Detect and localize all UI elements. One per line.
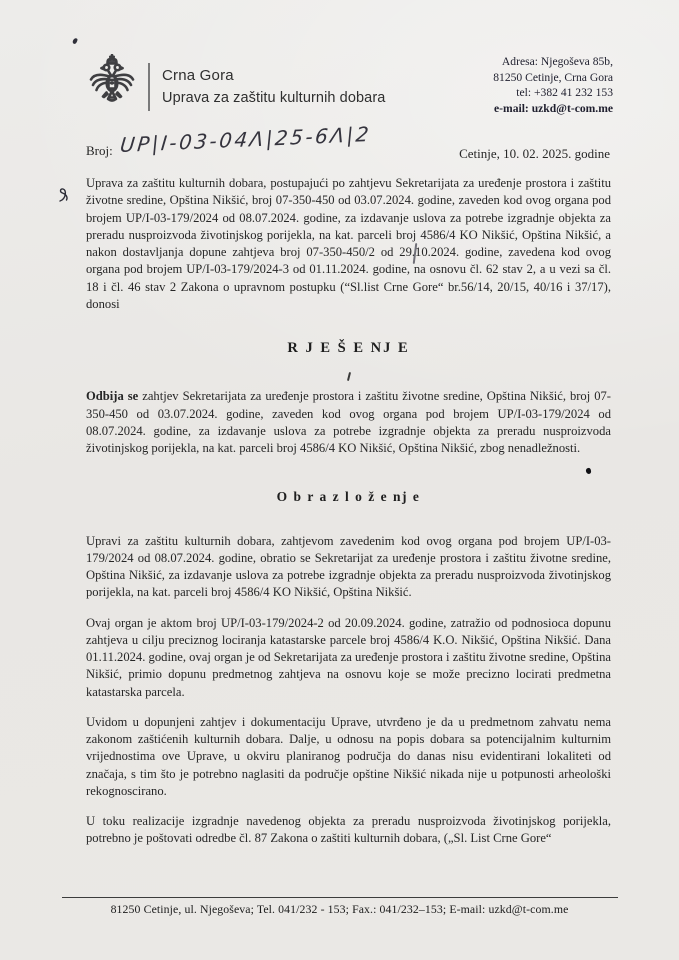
decision-paragraph	[86, 388, 611, 457]
footer-rule	[62, 897, 618, 898]
reference-label: Broj:	[86, 143, 113, 158]
intro-paragraph: Uprava za zaštitu kulturnih dobara, postupajući po zahtjevu Sekretarijata za uređenje prostora i zaštitu životne sredine, Opština Nikšić, broj 07-350-450 od 03.07.2024. godine, zaveden kod ovog organa pod brojem UP/I-03-179/2024 od 08.07.2024. godine, za izdavanje uslova za potrebe izgradnje objekta za preradu nusproizvoda životinjskog porijekla, na kat. parceli broj 4586/4 KO Nikšić, Opština Nikšić, a nakon dostavljanja dopune zahtjeva broj 07-350-450/2 od 29.10.2024. godine, zavedena kod ovog organa pod brojem UP/I-03-179/2024-3 od 01.11.2024. godine, na osnovu čl. 62 stav 2, a u vezi sa čl. 18 i čl. 46 stav 2 Zakona o upravnom postupku (“Sl.list Crne Gore“ br.56/14, 20/15, 40/16 i 37/17), donosi	[86, 176, 611, 311]
brand-block	[86, 54, 385, 119]
reference-number-row	[86, 121, 372, 160]
reasoning-paragraph: Uvidom u dopunjeni zahtjev i dokumentaciju Uprave, utvrđeno je da u predmetnom zahvatu nema zakonom zaštićenih kulturnih dobara. Dalje, u odnosu na popis dobara sa potencijalnim kulturnim vrijednostima ove Uprave, u okviru planiranog područja do danas nisu evidentirani lokaliteti od značaja, s tim što je potrebno naglasiti da područje opštine Nikšić nikada nije u potpunosti arheološki rekognoscirano.	[86, 714, 611, 798]
place-and-date: Cetinje, 10. 02. 2025. godine	[459, 146, 610, 161]
address-line: tel: +382 41 232 153	[516, 86, 613, 99]
brand-divider	[148, 63, 150, 111]
reasoning-paragraph: Ovaj organ je aktom broj UP/I-03-179/2024-2 od 20.09.2024. godine, zatražio od podnosioca dopunu zahtjeva u cilju preciznog lociranja katastarske parcele broj 4586/4 K.O. Nikšić, Opština Nikšić. Dana 01.11.2024. godine, ovaj organ je od Sekretarijata za uređenje prostora i zaštitu životne sredine, Opština Nikšić, primio dopunu predmetnog zahtjeva na osnovu koje se može precizno locirati predmetna katastarska parcela.	[86, 615, 611, 699]
stray-comma-mark	[346, 372, 350, 381]
montenegro-coat-of-arms-icon	[86, 54, 138, 119]
org-country: Crna Gora	[162, 67, 234, 84]
document-title: R J E Š E NJ E	[287, 340, 410, 356]
document-body	[86, 175, 611, 861]
stray-tick-row	[86, 369, 611, 381]
brand-text	[162, 67, 385, 106]
address-line: Adresa: Njegoševa 85b,	[501, 55, 613, 68]
ink-speck	[72, 37, 78, 44]
reasoning-paragraph: U toku realizacije izgradnje navedenog objekta za preradu nusproizvoda životinjskog porijekla, potrebno je poštovati odredbe čl. 87 Zakona o zaštiti kulturnih dobara, („Sl. List Crne Gore“	[86, 814, 611, 846]
address-block	[493, 54, 613, 116]
address-line: 81250 Cetinje, Crna Gora	[493, 70, 613, 84]
decision-lead: Odbija se	[86, 389, 139, 404]
reference-number-handwritten: UP|I-03-04Λ|25-6Λ|2	[118, 121, 372, 157]
page-footer	[0, 897, 679, 917]
margin-scribble-icon	[57, 186, 70, 208]
section-title: O b r a z l o ž e nj e	[276, 489, 421, 505]
reasoning-paragraph: Upravi za zaštitu kulturnih dobara, zahtjevom zavedenim kod ovog organa pod brojem UP/I-03-179/2024 od 08.07.2024. godine, obratio se Sekretarijat za uređenje prostora i zaštitu životne sredine, Opština Nikšić, za izdavanje uslova za potrebe izgradnje objekta za preradu nusproizvoda životinjskog porijekla, na kat. parceli broj 4586/4 KO Nikšić, Opština Nikšić.	[86, 533, 611, 600]
org-name: Uprava za zaštitu kulturnih dobara	[162, 90, 386, 106]
decision-body: zahtjev Sekretarijata za uređenje prostora i zaštitu životne sredine, Opština Nikšić, broj 07-350-450 od 03.07.2024. godine, zaveden kod ovog organa pod brojem UP/I-03-179/2024 od 08.07.2024. godine, za izdavanje uslova za potrebe izgradnje objekta za preradu nusproizvoda životinjskog porijekla, na kat. parceli broj 4586/4 KO Nikšić, Opština Nikšić, zbog nenadležnosti.	[86, 389, 611, 455]
footer-contact-line: 81250 Cetinje, ul. Njegoševa; Tel. 041/232 - 153; Fax.: 041/232–153; E-mail: uzkd@t-com.me	[110, 902, 569, 916]
address-email: e-mail: uzkd@t-com.me	[494, 101, 613, 115]
